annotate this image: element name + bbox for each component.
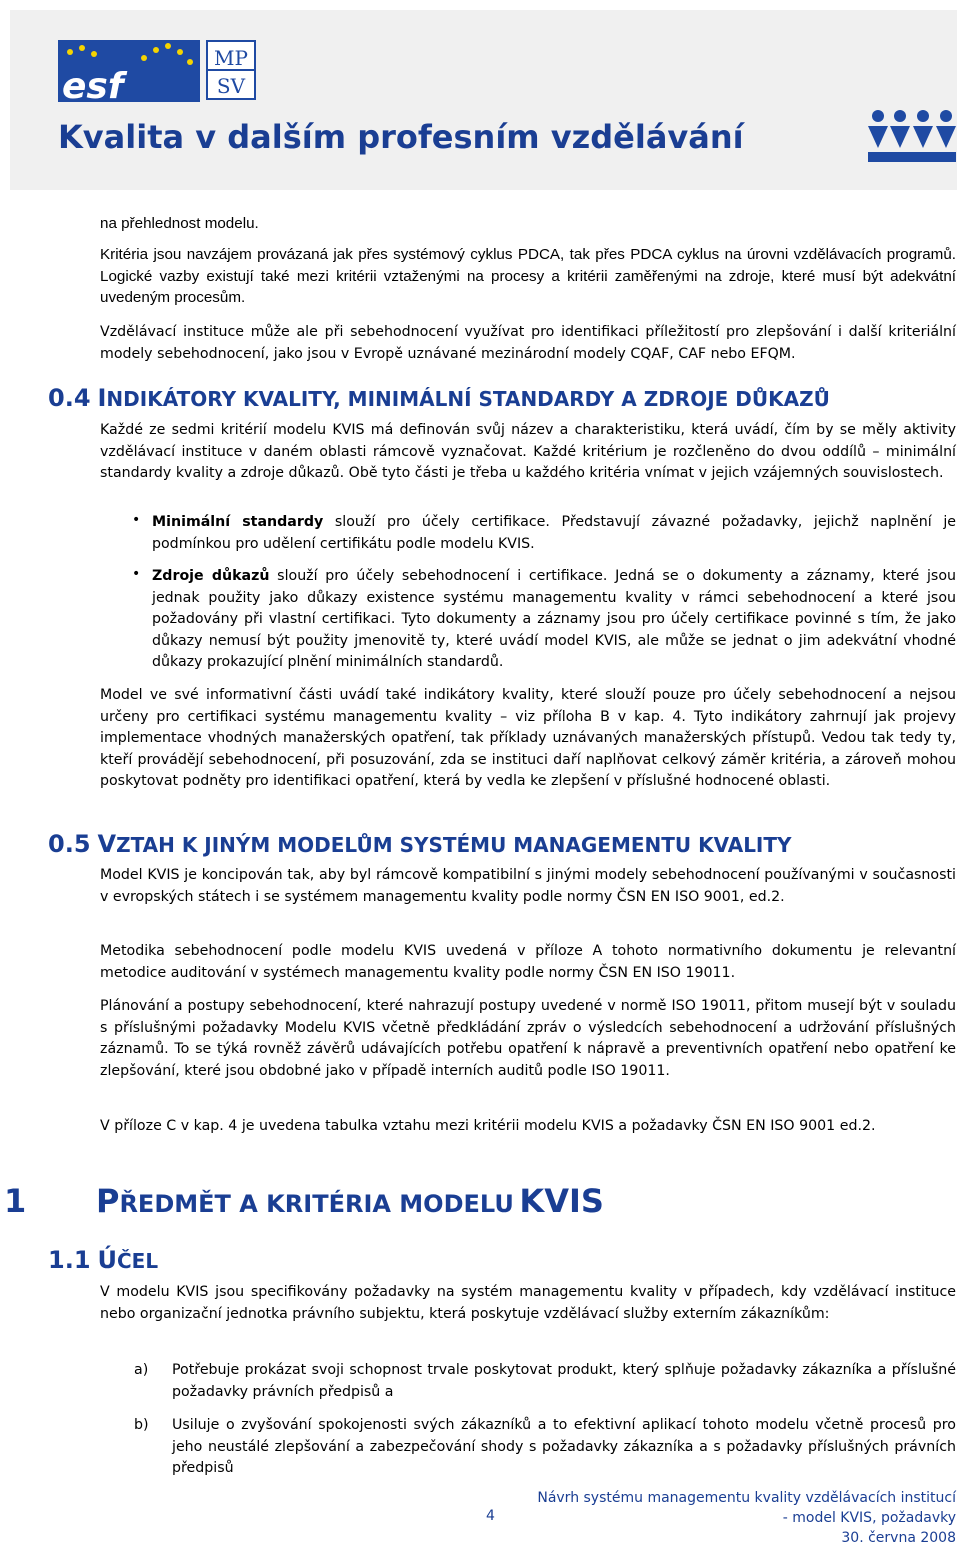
- page-number: 4: [486, 1508, 495, 1524]
- heading-number: 1.1: [48, 1246, 91, 1274]
- heading-text: ŘEDMĚT A KRITÉRIA MODELU: [119, 1190, 514, 1218]
- paragraph-intro-end: na přehlednost modelu.: [100, 215, 259, 232]
- list-label: b): [134, 1417, 149, 1433]
- heading-text: ZTAH K JINÝM MODELŮM SYSTÉMU MANAGEMENTU KVALITY: [116, 833, 792, 857]
- bullet-text: Minimální standardy slouží pro účely certifikace. Představují závazné požadavky, jejichž naplnění je podmínkou pro udělení certifikátu podle modelu KVIS.: [152, 514, 956, 552]
- heading-1-1: [48, 1246, 158, 1274]
- bullet-text: Zdroje důkazů slouží pro účely sebehodnocení i certifikace. Jedná se o dokumenty a záznamy, které jsou jednak použity jako důkazy existence systému managementu kvality v rámci sebehodnocení a které jsou požadovány při vlastní certifikaci. Tyto dokumenty a záznamy jsou pro účely certifikace povinné s tím, že jako důkazy nemusí být použity jmenovitě ty, které uvádí model KVIS, ale může se jednat o jim adekvátní vhodné důkazy prokazující plnění minimálních standardů.: [152, 568, 956, 670]
- mpsv-logo: [206, 40, 256, 100]
- paragraph-planning: Plánování a postupy sebehodnocení, které nahrazují postupy uvedené v normě ISO 19011, přitom musejí být v souladu s příslušnými požadavky Modelu KVIS včetně předkládání zpráv o výsledcích sebehodnocení a udržování příslušných záznamů. To se týká rovněž závěrů udávajících potřebu opatření k nápravě a preventivních opatření nebo opatření ke zlepšování, které jsou obdobné jako v případě interních auditů podle ISO 19011.: [100, 998, 956, 1079]
- paragraph-compatibility: Model KVIS je koncipován tak, aby byl rámcově kompatibilní s jinými modely sebehodnocení používanými v současnosti v evropských státech i se systémem managementu kvality podle normy ČSN EN ISO 9001, ed.2.: [100, 867, 956, 905]
- page-header: [10, 10, 957, 190]
- list-text: Usiluje o zvyšování spokojenosti svých zákazníků a to efektivní aplikací tohoto modelu včetně procesů pro jeho neustálé zlepšování a zabezpečování shody s požadavky zákazníka a s požadavky příslušných právních předpisů: [172, 1417, 956, 1476]
- bullet-icon: •: [132, 512, 141, 528]
- heading-initial: I: [97, 384, 107, 412]
- bullet-term: Minimální standardy: [152, 514, 324, 530]
- bullet-term: Zdroje důkazů: [152, 568, 270, 584]
- heading-1: [4, 1182, 26, 1220]
- footer-line: - model KVIS, požadavky: [782, 1510, 956, 1526]
- heading-initial: Ú: [97, 1246, 117, 1274]
- paragraph-criteria: Každé ze sedmi kritérií modelu KVIS má definován svůj název a charakteristiku, která uvádí, čím by se měly aktivity vzdělávací instituce v daném oblasti rámcově vyznačovat. Každé kritérium je rozčleněno do dvou oddílů – minimální standardy kvality a zdroje důkazů. Obě tyto části je třeba u každého kritéria vnímat v jejich vzájemných souvislostech.: [100, 422, 956, 481]
- svg-text:esf: esf: [62, 66, 124, 102]
- paragraph-indicators: Model ve své informativní části uvádí také indikátory kvality, které slouží pouze pro účely sebehodnocení a nejsou určeny pro certifikaci systému managementu kvality – viz příloha B v kap. 4. Tyto indikátory zahrnují jak projevy implementace vhodných manažerských opatření, tak příklady uznávaných manažerských přístupů. Vedou tak tedy ty, kteří provádějí sebehodnocení, při posuzování, zda se instituci daří naplňovat celkový záměr kritéria, a zároveň mohou poskytovat podněty pro identifikaci opatření, která by vedla ke zlepšení v příslušné hodnocené oblasti.: [100, 687, 956, 789]
- heading-text: NDIKÁTORY KVALITY, MINIMÁLNÍ STANDARDY A ZDROJE DŮKAZŮ: [106, 387, 830, 411]
- paragraph-annex-c: V příloze C v kap. 4 je uvedena tabulka vztahu mezi kritérii modelu KVIS a požadavky ČSN EN ISO 9001 ed.2.: [100, 1118, 876, 1134]
- header-title: Kvalita v dalším profesním vzdělávání: [58, 118, 744, 156]
- paragraph-methodology: Metodika sebehodnocení podle modelu KVIS uvedená v příloze A tohoto normativního dokumentu je relevantní metodice auditování v systémech managementu kvality podle normy ČSN EN ISO 19011.: [100, 943, 956, 981]
- list-text: Potřebuje prokázat svoji schopnost trvale poskytovat produkt, který splňuje požadavky zákazníka a příslušné požadavky právních předpisů a: [172, 1362, 956, 1400]
- esf-logo: [58, 40, 200, 102]
- svg-text:SV: SV: [216, 74, 246, 98]
- heading-number: 1: [4, 1182, 27, 1220]
- paragraph-pdca: Kritéria jsou navzájem provázaná jak přes systémový cyklus PDCA, tak přes PDCA cyklus na úrovni vzdělávacích programů. Logické vazby existují také mezi kritérii vztaženými na procesy a kritérii zaměřenými na zdroje, které musí být adekvátní uvedeným procesům.: [100, 246, 956, 306]
- heading-number: 0.5: [48, 830, 91, 858]
- heading-0-5: [48, 830, 792, 858]
- bullet-icon: •: [132, 566, 141, 582]
- footer-info: [536, 1488, 956, 1548]
- paragraph-purpose: V modelu KVIS jsou specifikovány požadavky na systém managementu kvality v případech, kdy vzdělávací instituce nebo organizační jednotka právního subjektu, která poskytuje vzdělávací služby externím zákazníkům:: [100, 1284, 956, 1322]
- heading-text: ČEL: [116, 1249, 159, 1273]
- heading-0-4: [48, 384, 830, 412]
- heading-1-title: [96, 1182, 604, 1220]
- heading-kvis: KVIS: [519, 1182, 604, 1220]
- svg-text:MP: MP: [214, 46, 248, 70]
- paragraph-other-models: Vzdělávací instituce může ale při sebehodnocení využívat pro identifikaci příležitostí pro zlepšování i další kriteriální modely sebehodnocení, jako jsou v Evropě uznávané mezinárodní modely CQAF, CAF nebo EFQM.: [100, 324, 956, 362]
- heading-initial: P: [96, 1182, 120, 1220]
- footer-line: Návrh systému managementu kvality vzdělávacích institucí: [537, 1490, 956, 1506]
- heading-initial: V: [97, 830, 117, 858]
- footer-date: 30. června 2008: [841, 1530, 956, 1546]
- list-label: a): [134, 1362, 149, 1378]
- heading-number: 0.4: [48, 384, 91, 412]
- people-logo-icon: [866, 108, 958, 166]
